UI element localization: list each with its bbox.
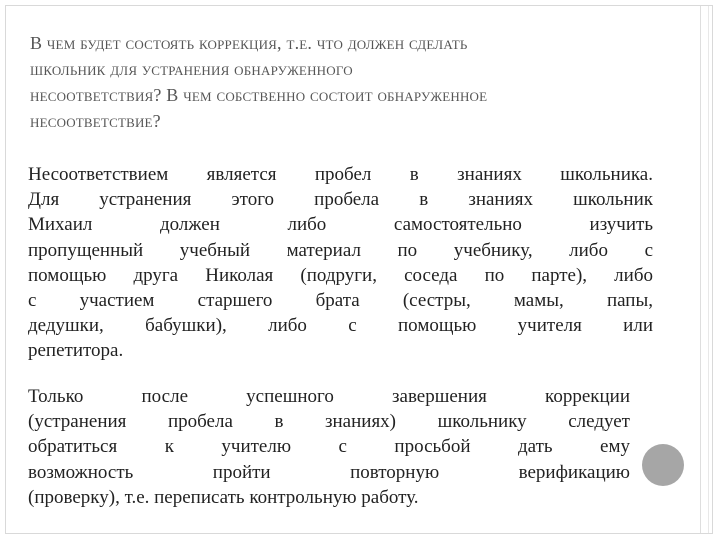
paragraph-line: (устранения пробела в знаниях) школьнику следует — [28, 411, 630, 433]
paragraph-line: дедушки, бабушки), либо с помощью учителя или — [28, 315, 653, 337]
paragraph-line: с участием старшего брата (сестры, мамы, папы, — [28, 290, 653, 312]
title-line: школьник для устранения обнаруженного — [30, 59, 353, 79]
paragraph-line: (проверку), т.е. переписать контрольную работу. — [28, 486, 419, 508]
title-line: В чем будет состоять коррекция, т.е. что должен сделать — [30, 33, 468, 53]
body-paragraph-2 — [28, 384, 630, 510]
body-paragraph-1 — [28, 162, 653, 364]
paragraph-line: пропущенный учебный материал по учебнику, либо с — [28, 239, 653, 261]
paragraph-line: Несоответствием является пробел в знаниях школьника. — [28, 164, 653, 185]
paragraph-line: репетитора. — [28, 340, 124, 362]
paragraph-line: Для устранения этого пробела в знаниях школьник — [28, 189, 653, 211]
paragraph-line: Только после успешного завершения коррекции — [28, 386, 630, 407]
decorative-circle — [642, 444, 684, 486]
decorative-rule — [708, 6, 709, 533]
paragraph-line: помощью друга Николая (подруги, соседа по парте), либо — [28, 264, 653, 286]
paragraph-line: возможность пройти повторную верификацию — [28, 461, 630, 483]
paragraph-line: Михаил должен либо самостоятельно изучить — [28, 214, 653, 236]
title-line: несоответствие? — [30, 111, 161, 131]
title-line: несоответствия? В чем собственно состоит обнаруженное — [30, 85, 488, 105]
slide-title — [30, 30, 690, 134]
paragraph-line: обратиться к учителю с просьбой дать ему — [28, 436, 630, 458]
decorative-rule — [700, 6, 701, 533]
